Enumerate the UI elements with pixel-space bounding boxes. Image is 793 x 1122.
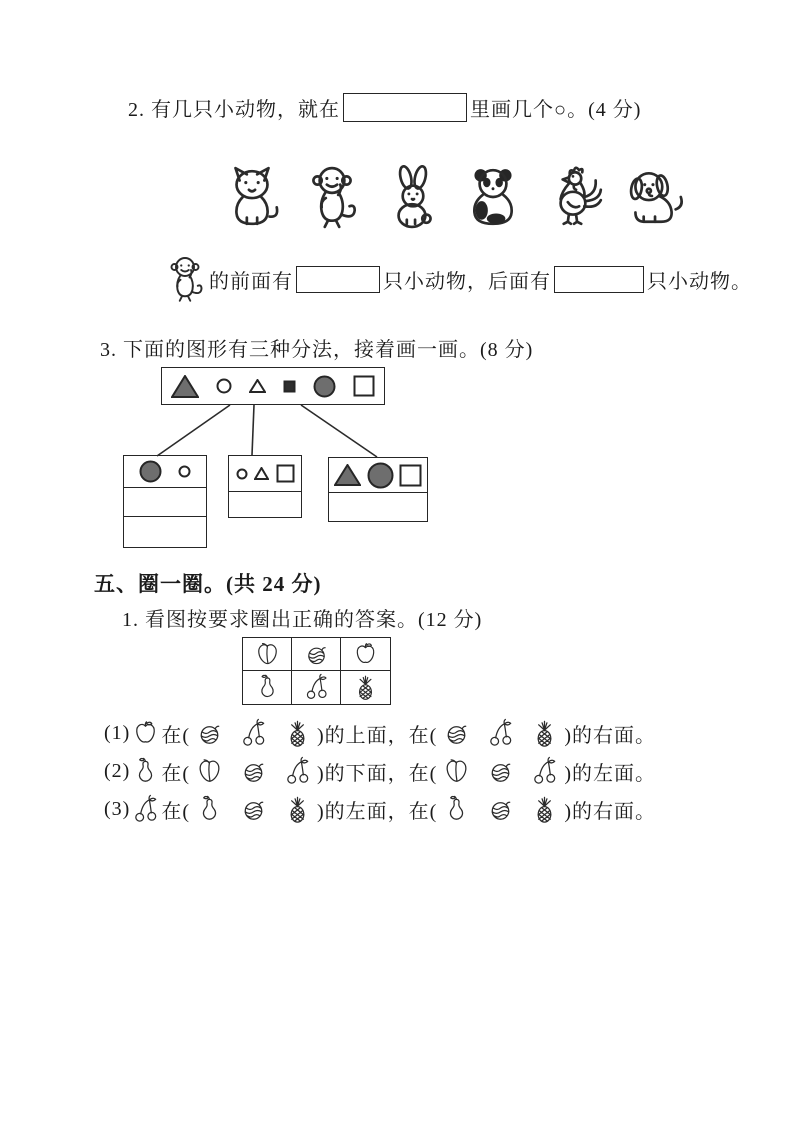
triangle-filled-shape [171,375,199,398]
subquestion-1 [104,714,656,752]
pear-icon [253,673,282,702]
pineapple-icon [351,673,380,702]
pineapple-icon [282,718,313,749]
group-3-shapes [329,458,427,492]
monkey-icon [161,250,209,308]
subquestion-text: )的左面。 [564,762,656,785]
dog-icon [621,154,687,240]
option-group [441,718,560,749]
apple-icon [351,640,380,669]
fruit-cell [292,638,341,671]
fill-blank-sentence [161,248,752,310]
fruit-cell [341,638,390,671]
cherry-icon [485,718,516,749]
question-2-answer-box [343,93,467,122]
rabbit-icon [380,154,446,240]
question-5-1-title: 1. 看图按要求圈出正确的答案。(12 分) [122,609,483,631]
subquestion-text: )的左面，在( [317,800,438,823]
subquestion-text: )的下面，在( [317,762,438,785]
classification-box-2 [228,455,302,518]
front-text: 的前面有 [209,270,293,293]
middle-text: 只小动物，后面有 [383,270,551,293]
watermelon-icon [485,794,516,825]
subquestion-2 [104,752,656,790]
watermelon-icon [194,718,225,749]
pear-icon [130,756,161,787]
section-5-heading: 五、圈一圈。(共 24 分) [94,572,322,596]
fruit-cell [292,671,341,704]
front-count-box [296,266,380,293]
watermelon-icon [485,756,516,787]
option-group [441,756,560,787]
option-group [194,718,313,749]
monkey-icon [299,154,365,240]
watermelon-icon [302,640,331,669]
question-2-prefix: 2. 有几只小动物，就在 [128,98,340,121]
pineapple-icon [282,794,313,825]
peach-icon [441,756,472,787]
subquestion-text: )的上面，在( [317,724,438,747]
circle-outline-shape [216,378,232,394]
subquestion-number: (3) [104,797,131,820]
group-2-empty-row-1 [229,491,301,517]
subquestion-text: 在( [161,800,190,823]
group-3-empty-row-1 [329,492,427,521]
fruit-cell [341,671,390,704]
cherry-icon [238,718,269,749]
classification-box-1 [123,455,207,548]
shape-pool-box [161,367,385,405]
circle-filled-shape [367,462,394,489]
group-1-empty-row-2 [124,516,206,547]
watermelon-icon [238,756,269,787]
group-1-shapes [124,456,206,487]
cat-icon [219,154,285,240]
square-filled-shape [283,380,296,393]
subquestion-3 [104,790,656,828]
subquestion-number: (2) [104,759,131,782]
peach-icon [194,756,225,787]
end-text: 只小动物。 [647,270,752,293]
fruit-cell [243,671,292,704]
pear-icon [441,794,472,825]
subquestion-text: )的右面。 [564,800,656,823]
circle-outline-shape [236,468,248,480]
pineapple-icon [529,718,560,749]
group-2-shapes [229,456,301,491]
triangle-outline-shape [254,467,269,480]
group-1-empty-row-1 [124,487,206,516]
subquestion-text: )的右面。 [564,724,656,747]
animal-row [219,146,687,240]
triangle-filled-shape [334,464,361,486]
behind-count-box [554,266,644,293]
watermelon-icon [238,794,269,825]
question-3-title: 3. 下面的图形有三种分法，接着画一画。(8 分) [100,339,534,361]
subquestion-text: 在( [161,762,190,785]
rooster-icon [541,154,607,240]
apple-icon [130,718,161,749]
fruit-grid [242,637,391,705]
watermelon-icon [441,718,472,749]
triangle-outline-shape [249,379,266,393]
peach-icon [253,640,282,669]
circle-filled-shape [139,460,162,483]
square-outline-shape [353,375,375,397]
cherry-icon [529,756,560,787]
classification-box-3 [328,457,428,522]
cherry-icon [302,673,331,702]
pineapple-icon [529,794,560,825]
square-outline-shape [399,464,422,487]
square-outline-shape [276,464,295,483]
cherry-icon [282,756,313,787]
circle-outline-shape [178,465,191,478]
subquestion-text: 在( [161,724,190,747]
option-group [194,756,313,787]
question-2-suffix: 里画几个○。(4 分) [470,98,642,121]
cherry-icon [130,794,161,825]
fruit-cell [243,638,292,671]
panda-icon [460,154,526,240]
option-group [194,794,313,825]
subquestion-number: (1) [104,721,131,744]
question-2 [128,90,641,124]
circle-filled-shape [313,375,336,398]
option-group [441,794,560,825]
pear-icon [194,794,225,825]
